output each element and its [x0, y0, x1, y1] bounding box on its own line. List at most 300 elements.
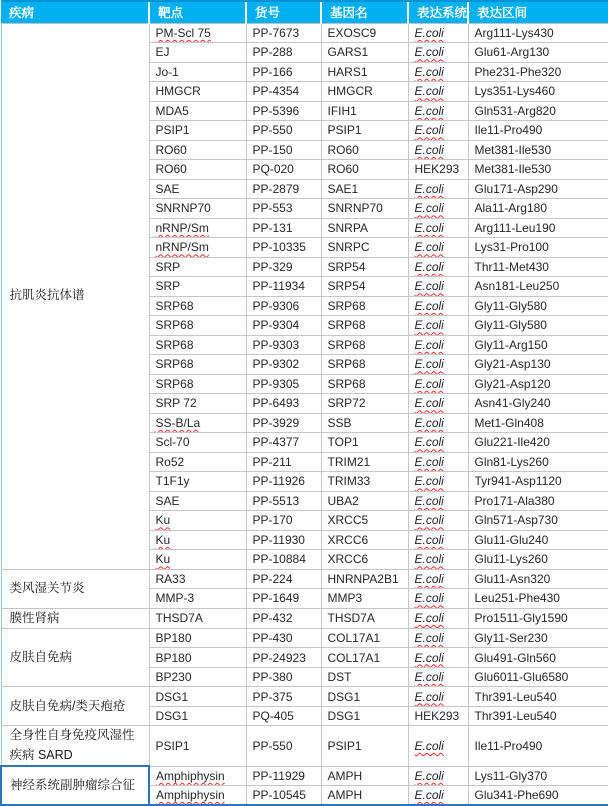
gene-cell-text: AMPH: [327, 788, 363, 803]
region-cell-text: Pro171-Ala380: [474, 493, 555, 508]
catalog-cell: [246, 667, 321, 687]
catalog-cell-text: PP-170: [252, 513, 293, 528]
target-cell-text: BP180: [155, 650, 192, 665]
target-cell: [149, 433, 246, 453]
catalog-cell-text: PP-380: [252, 670, 293, 685]
system-cell: [408, 766, 468, 786]
target-cell-text: DSG1: [155, 709, 189, 724]
catalog-cell-text: PP-375: [252, 689, 293, 704]
gene-cell-text: SNRPC: [327, 240, 370, 255]
system-cell-text: E.coli: [414, 25, 444, 40]
target-cell-text: MMP-3: [155, 591, 195, 606]
catalog-cell-text: PP-4354: [252, 84, 300, 99]
region-cell: [468, 667, 608, 687]
target-cell-text: MDA5: [155, 103, 189, 118]
region-cell: [468, 43, 608, 63]
disease-cell: 神经系统副肿瘤综合征: [1, 766, 149, 805]
target-cell-text: SRP 72: [155, 396, 197, 411]
system-cell: [408, 218, 468, 238]
catalog-cell-text: PP-329: [252, 259, 293, 274]
system-cell-text: E.coli: [414, 279, 444, 294]
system-cell-text: E.coli: [414, 201, 444, 216]
gene-cell-text: THSD7A: [327, 611, 375, 626]
col-header-system: 表达系统: [408, 1, 468, 23]
target-cell-text: SRP68: [155, 318, 194, 333]
gene-cell: [321, 277, 408, 297]
gene-cell: [321, 569, 408, 589]
gene-cell-text: TOP1: [327, 435, 359, 450]
region-cell: [468, 160, 608, 180]
system-cell-text: E.coli: [414, 45, 444, 60]
gene-cell: [321, 608, 408, 628]
gene-cell-text: PSIP1: [327, 123, 362, 138]
catalog-cell-text: PP-10545: [252, 788, 306, 803]
system-cell: [408, 530, 468, 550]
system-cell-text: E.coli: [414, 768, 444, 783]
catalog-cell-text: PP-9306: [252, 298, 300, 313]
gene-cell-text: HNRNPA2B1: [327, 571, 399, 586]
gene-cell-text: GARS1: [327, 45, 369, 60]
region-cell-text: Gln571-Asp730: [474, 513, 558, 528]
col-header-target: 靶点: [149, 1, 246, 23]
catalog-cell-text: PQ-020: [252, 162, 294, 177]
target-cell: [149, 786, 246, 806]
catalog-cell: [246, 726, 321, 766]
catalog-cell-text: PP-166: [252, 64, 293, 79]
catalog-cell: [246, 277, 321, 297]
gene-cell: [321, 335, 408, 355]
target-cell: [149, 648, 246, 668]
gene-cell: [321, 374, 408, 394]
system-cell-text: E.coli: [414, 298, 444, 313]
target-cell-text: BP180: [155, 631, 192, 646]
region-cell-text: Thr11-Met430: [474, 259, 549, 274]
gene-cell-text: RO60: [327, 142, 359, 157]
system-cell: [408, 589, 468, 609]
target-cell-text: SRP: [155, 279, 181, 294]
system-cell: [408, 160, 468, 180]
gene-cell: [321, 589, 408, 609]
catalog-cell-text: PP-211: [252, 454, 292, 469]
system-cell-text: E.coli: [414, 181, 444, 196]
system-cell: [408, 374, 468, 394]
system-cell: [408, 608, 468, 628]
target-cell: [149, 491, 246, 511]
system-cell: [408, 277, 468, 297]
gene-cell: [321, 687, 408, 707]
catalog-cell: [246, 413, 321, 433]
region-cell: [468, 335, 608, 355]
catalog-cell: [246, 550, 321, 570]
catalog-cell-text: PP-288: [252, 45, 293, 60]
target-cell: [149, 394, 246, 414]
disease-cell: 膜性肾病: [1, 608, 149, 628]
catalog-cell-text: PP-5396: [252, 103, 300, 118]
target-cell: [149, 257, 246, 277]
catalog-cell-text: PP-2879: [252, 181, 300, 196]
region-cell-text: Tyr941-Asp1120: [474, 474, 562, 489]
catalog-cell: [246, 23, 321, 43]
region-cell-text: Glu11-Lys260: [474, 552, 548, 567]
target-cell-text: nRNP/Sm: [155, 220, 209, 235]
disease-cell: 皮肤自免病: [1, 628, 149, 687]
region-cell: [468, 296, 608, 316]
gene-cell: [321, 766, 408, 786]
region-cell-text: Ala11-Arg180: [474, 201, 547, 216]
system-cell: [408, 786, 468, 806]
target-cell: [149, 101, 246, 121]
region-cell: [468, 706, 608, 726]
region-cell-text: Asn41-Gly240: [474, 396, 551, 411]
region-cell: [468, 23, 608, 43]
target-cell-text: RO60: [155, 142, 187, 157]
target-cell-text: RA33: [155, 571, 186, 586]
system-cell: [408, 472, 468, 492]
catalog-cell: [246, 179, 321, 199]
target-cell-text: DSG1: [155, 689, 189, 704]
target-cell-text: RO60: [155, 162, 187, 177]
target-cell: [149, 530, 246, 550]
gene-cell-text: SNRNP70: [327, 201, 383, 216]
region-cell-text: Gly11-Gly580: [474, 298, 547, 313]
system-cell-text: E.coli: [414, 532, 444, 547]
gene-cell: [321, 82, 408, 102]
gene-cell: [321, 140, 408, 160]
catalog-cell: [246, 608, 321, 628]
region-cell-text: Met1-Gln408: [474, 415, 544, 430]
table-row: [1, 23, 608, 43]
region-cell: [468, 530, 608, 550]
region-cell-text: Thr391-Leu540: [474, 689, 557, 704]
gene-cell-text: TRIM33: [327, 474, 371, 489]
gene-cell: [321, 199, 408, 219]
target-cell: [149, 413, 246, 433]
header-row: [1, 1, 608, 23]
system-cell-text: E.coli: [414, 376, 444, 391]
table-body: [1, 23, 608, 805]
catalog-cell-text: PP-9303: [252, 337, 300, 352]
target-cell: [149, 511, 246, 531]
gene-cell-text: DSG1: [327, 689, 361, 704]
catalog-cell: [246, 452, 321, 472]
system-cell: [408, 413, 468, 433]
region-cell: [468, 238, 608, 258]
system-cell-text: E.coli: [414, 650, 444, 665]
gene-cell: [321, 23, 408, 43]
catalog-cell: [246, 160, 321, 180]
system-cell-text: E.coli: [414, 103, 444, 118]
region-cell-text: Glu491-Gln560: [474, 650, 556, 665]
system-cell: [408, 335, 468, 355]
region-cell-text: Gly21-Asp120: [474, 376, 551, 391]
system-cell-text: E.coli: [414, 739, 444, 753]
catalog-cell: [246, 511, 321, 531]
catalog-cell: [246, 589, 321, 609]
gene-cell: [321, 786, 408, 806]
region-cell-text: Gln531-Arg820: [474, 103, 556, 118]
system-cell-text: E.coli: [414, 454, 444, 469]
region-cell-text: Glu221-Ile420: [474, 435, 550, 450]
target-cell-text: EJ: [155, 45, 170, 60]
system-cell: [408, 394, 468, 414]
catalog-cell: [246, 62, 321, 82]
gene-cell: [321, 413, 408, 433]
region-cell: [468, 101, 608, 121]
region-cell: [468, 277, 608, 297]
target-cell: [149, 667, 246, 687]
system-cell: [408, 23, 468, 43]
catalog-cell: [246, 121, 321, 141]
gene-cell-text: DST: [327, 670, 352, 685]
gene-cell: [321, 550, 408, 570]
region-cell-text: Arg111-Leu190: [474, 220, 556, 235]
region-cell: [468, 786, 608, 806]
region-cell: [468, 355, 608, 375]
region-cell-text: Glu61-Arg130: [474, 45, 550, 60]
target-cell: [149, 569, 246, 589]
region-cell-text: Gly21-Asp130: [474, 357, 551, 372]
system-cell: [408, 355, 468, 375]
disease-cell: 类风湿关节炎: [1, 569, 149, 608]
target-cell: [149, 608, 246, 628]
catalog-cell: [246, 335, 321, 355]
gene-cell-text: RO60: [327, 162, 359, 177]
system-cell-text: E.coli: [414, 318, 444, 333]
region-cell: [468, 589, 608, 609]
region-cell: [468, 316, 608, 336]
region-cell: [468, 199, 608, 219]
system-cell: [408, 199, 468, 219]
target-cell: [149, 179, 246, 199]
target-cell-text: THSD7A: [155, 611, 203, 626]
system-cell-text: E.coli: [414, 240, 444, 255]
catalog-cell: [246, 628, 321, 648]
system-cell: [408, 511, 468, 531]
gene-cell-text: XRCC6: [327, 552, 369, 567]
region-cell-text: Glu11-Glu240: [474, 532, 549, 547]
region-cell: [468, 569, 608, 589]
catalog-cell-text: PP-3929: [252, 415, 300, 430]
region-cell: [468, 218, 608, 238]
catalog-cell: [246, 199, 321, 219]
region-cell: [468, 413, 608, 433]
region-cell: [468, 766, 608, 786]
catalog-cell-text: PP-550: [252, 123, 293, 138]
gene-cell: [321, 706, 408, 726]
region-cell: [468, 511, 608, 531]
system-cell-text: E.coli: [414, 337, 444, 352]
gene-cell: [321, 628, 408, 648]
target-cell: [149, 550, 246, 570]
region-cell-text: Lys351-Lys460: [474, 84, 555, 99]
target-cell-text: SS-B/La: [155, 415, 201, 430]
target-cell-text: Amphiphysin: [156, 788, 225, 803]
gene-cell: [321, 160, 408, 180]
system-cell-text: E.coli: [414, 474, 444, 489]
region-cell-text: Glu171-Asp290: [474, 181, 558, 196]
region-cell-text: Met381-Ile530: [474, 162, 552, 177]
gene-cell: [321, 257, 408, 277]
gene-cell-text: SRP68: [327, 376, 366, 391]
target-cell-text: SAE: [155, 181, 180, 196]
catalog-cell-text: PP-11930: [252, 532, 305, 547]
system-cell-text: E.coli: [414, 396, 444, 411]
region-cell: [468, 140, 608, 160]
target-cell: [149, 452, 246, 472]
gene-cell: [321, 179, 408, 199]
system-cell-text: E.coli: [414, 631, 444, 646]
target-cell-text: SRP68: [155, 357, 194, 372]
catalog-cell: [246, 766, 321, 786]
target-cell: [149, 82, 246, 102]
catalog-cell-text: PP-6493: [252, 396, 300, 411]
gene-cell: [321, 355, 408, 375]
system-cell: [408, 569, 468, 589]
gene-cell-text: AMPH: [327, 768, 363, 783]
col-header-disease: 疾病: [1, 1, 149, 23]
gene-cell: [321, 491, 408, 511]
catalog-cell-text: PP-24923: [252, 650, 306, 665]
disease-cell: 全身性自身免疫风湿性疾病 SARD: [1, 726, 149, 766]
gene-cell: [321, 62, 408, 82]
region-cell: [468, 491, 608, 511]
region-cell-text: Leu251-Phe430: [474, 591, 560, 606]
target-cell-text: Ku: [155, 552, 171, 567]
system-cell-text: E.coli: [414, 552, 444, 567]
gene-cell-text: DSG1: [327, 709, 361, 724]
gene-cell-text: HARS1: [327, 64, 368, 79]
gene-cell-text: SRP68: [327, 357, 366, 372]
gene-cell-text: TRIM21: [327, 454, 371, 469]
target-cell-text: SRP: [155, 259, 181, 274]
region-cell-text: Arg111-Lys430: [474, 25, 554, 40]
target-cell: [149, 706, 246, 726]
catalog-cell-text: PP-430: [252, 631, 293, 646]
system-cell-text: E.coli: [414, 513, 444, 528]
catalog-cell: [246, 530, 321, 550]
catalog-cell: [246, 257, 321, 277]
target-cell: [149, 316, 246, 336]
region-cell: [468, 179, 608, 199]
system-cell-text: E.coli: [414, 493, 444, 508]
table-row: [1, 569, 608, 589]
catalog-cell: [246, 491, 321, 511]
system-cell: [408, 238, 468, 258]
system-cell: [408, 43, 468, 63]
system-cell-text: E.coli: [414, 591, 444, 606]
target-cell: [149, 140, 246, 160]
catalog-cell-text: PP-553: [252, 201, 293, 216]
system-cell-text: E.coli: [414, 670, 444, 685]
gene-cell: [321, 43, 408, 63]
gene-cell-text: PSIP1: [327, 739, 362, 753]
region-cell-text: Met381-Ile530: [474, 142, 552, 157]
target-cell-text: SRP68: [155, 337, 194, 352]
catalog-cell-text: PP-11926: [252, 474, 305, 489]
gene-cell-text: SRP68: [327, 298, 366, 313]
target-cell: [149, 355, 246, 375]
system-cell-text: E.coli: [414, 123, 444, 138]
system-cell: [408, 140, 468, 160]
catalog-cell-text: PP-4377: [252, 435, 300, 450]
system-cell-text: HEK293: [414, 709, 460, 724]
table-row: [1, 687, 608, 707]
disease-cell: 抗肌炎抗体谱: [1, 23, 149, 569]
system-cell-text: E.coli: [414, 259, 444, 274]
gene-cell-text: SAE1: [327, 181, 359, 196]
system-cell: [408, 667, 468, 687]
catalog-cell: [246, 43, 321, 63]
target-cell-text: Amphiphysin: [156, 768, 225, 783]
gene-cell-text: SNRPA: [327, 220, 368, 235]
target-cell: [149, 589, 246, 609]
target-cell: [149, 374, 246, 394]
gene-cell: [321, 101, 408, 121]
catalog-cell: [246, 687, 321, 707]
catalog-cell-text: PP-5513: [252, 493, 300, 508]
region-cell-text: Gly11-Arg150: [474, 337, 548, 352]
target-cell: [149, 296, 246, 316]
target-cell: [149, 199, 246, 219]
region-cell-text: Ile11-Pro490: [474, 123, 543, 138]
region-cell-text: Thr391-Leu540: [474, 709, 557, 724]
region-cell: [468, 82, 608, 102]
gene-cell-text: XRCC6: [327, 532, 369, 547]
system-cell-text: E.coli: [414, 415, 444, 430]
region-cell-text: Gln81-Lys260: [474, 454, 549, 469]
system-cell: [408, 257, 468, 277]
col-header-catalog: 货号: [246, 1, 321, 23]
catalog-cell: [246, 316, 321, 336]
target-cell: [149, 62, 246, 82]
target-cell-text: BP230: [155, 670, 192, 685]
system-cell: [408, 726, 468, 766]
system-cell: [408, 550, 468, 570]
system-cell-text: E.coli: [414, 142, 444, 157]
catalog-cell: [246, 296, 321, 316]
catalog-cell-text: PP-9305: [252, 376, 300, 391]
gene-cell: [321, 530, 408, 550]
table-row: [1, 628, 608, 648]
system-cell: [408, 433, 468, 453]
system-cell: [408, 628, 468, 648]
target-cell-text: Ku: [155, 513, 171, 528]
gene-cell-text: HMGCR: [327, 84, 373, 99]
catalog-cell-text: PQ-405: [252, 709, 294, 724]
catalog-cell: [246, 472, 321, 492]
catalog-cell-text: PP-10884: [252, 552, 306, 567]
target-cell: [149, 687, 246, 707]
system-cell: [408, 179, 468, 199]
catalog-cell-text: PP-550: [252, 739, 293, 753]
gene-cell: [321, 667, 408, 687]
system-cell: [408, 648, 468, 668]
catalog-cell-text: PP-150: [252, 142, 293, 157]
catalog-cell: [246, 238, 321, 258]
system-cell: [408, 101, 468, 121]
target-cell-text: Jo-1: [155, 64, 179, 79]
gene-cell-text: UBA2: [327, 493, 359, 508]
system-cell: [408, 62, 468, 82]
gene-cell-text: IFIH1: [327, 103, 357, 118]
gene-cell: [321, 452, 408, 472]
target-cell-text: SRP68: [155, 298, 194, 313]
catalog-cell: [246, 569, 321, 589]
target-cell-text: SNRNP70: [155, 201, 211, 216]
col-header-region: 表达区间: [468, 1, 608, 23]
gene-cell-text: SRP72: [327, 396, 366, 411]
region-cell-text: Ile11-Pro490: [474, 739, 543, 753]
